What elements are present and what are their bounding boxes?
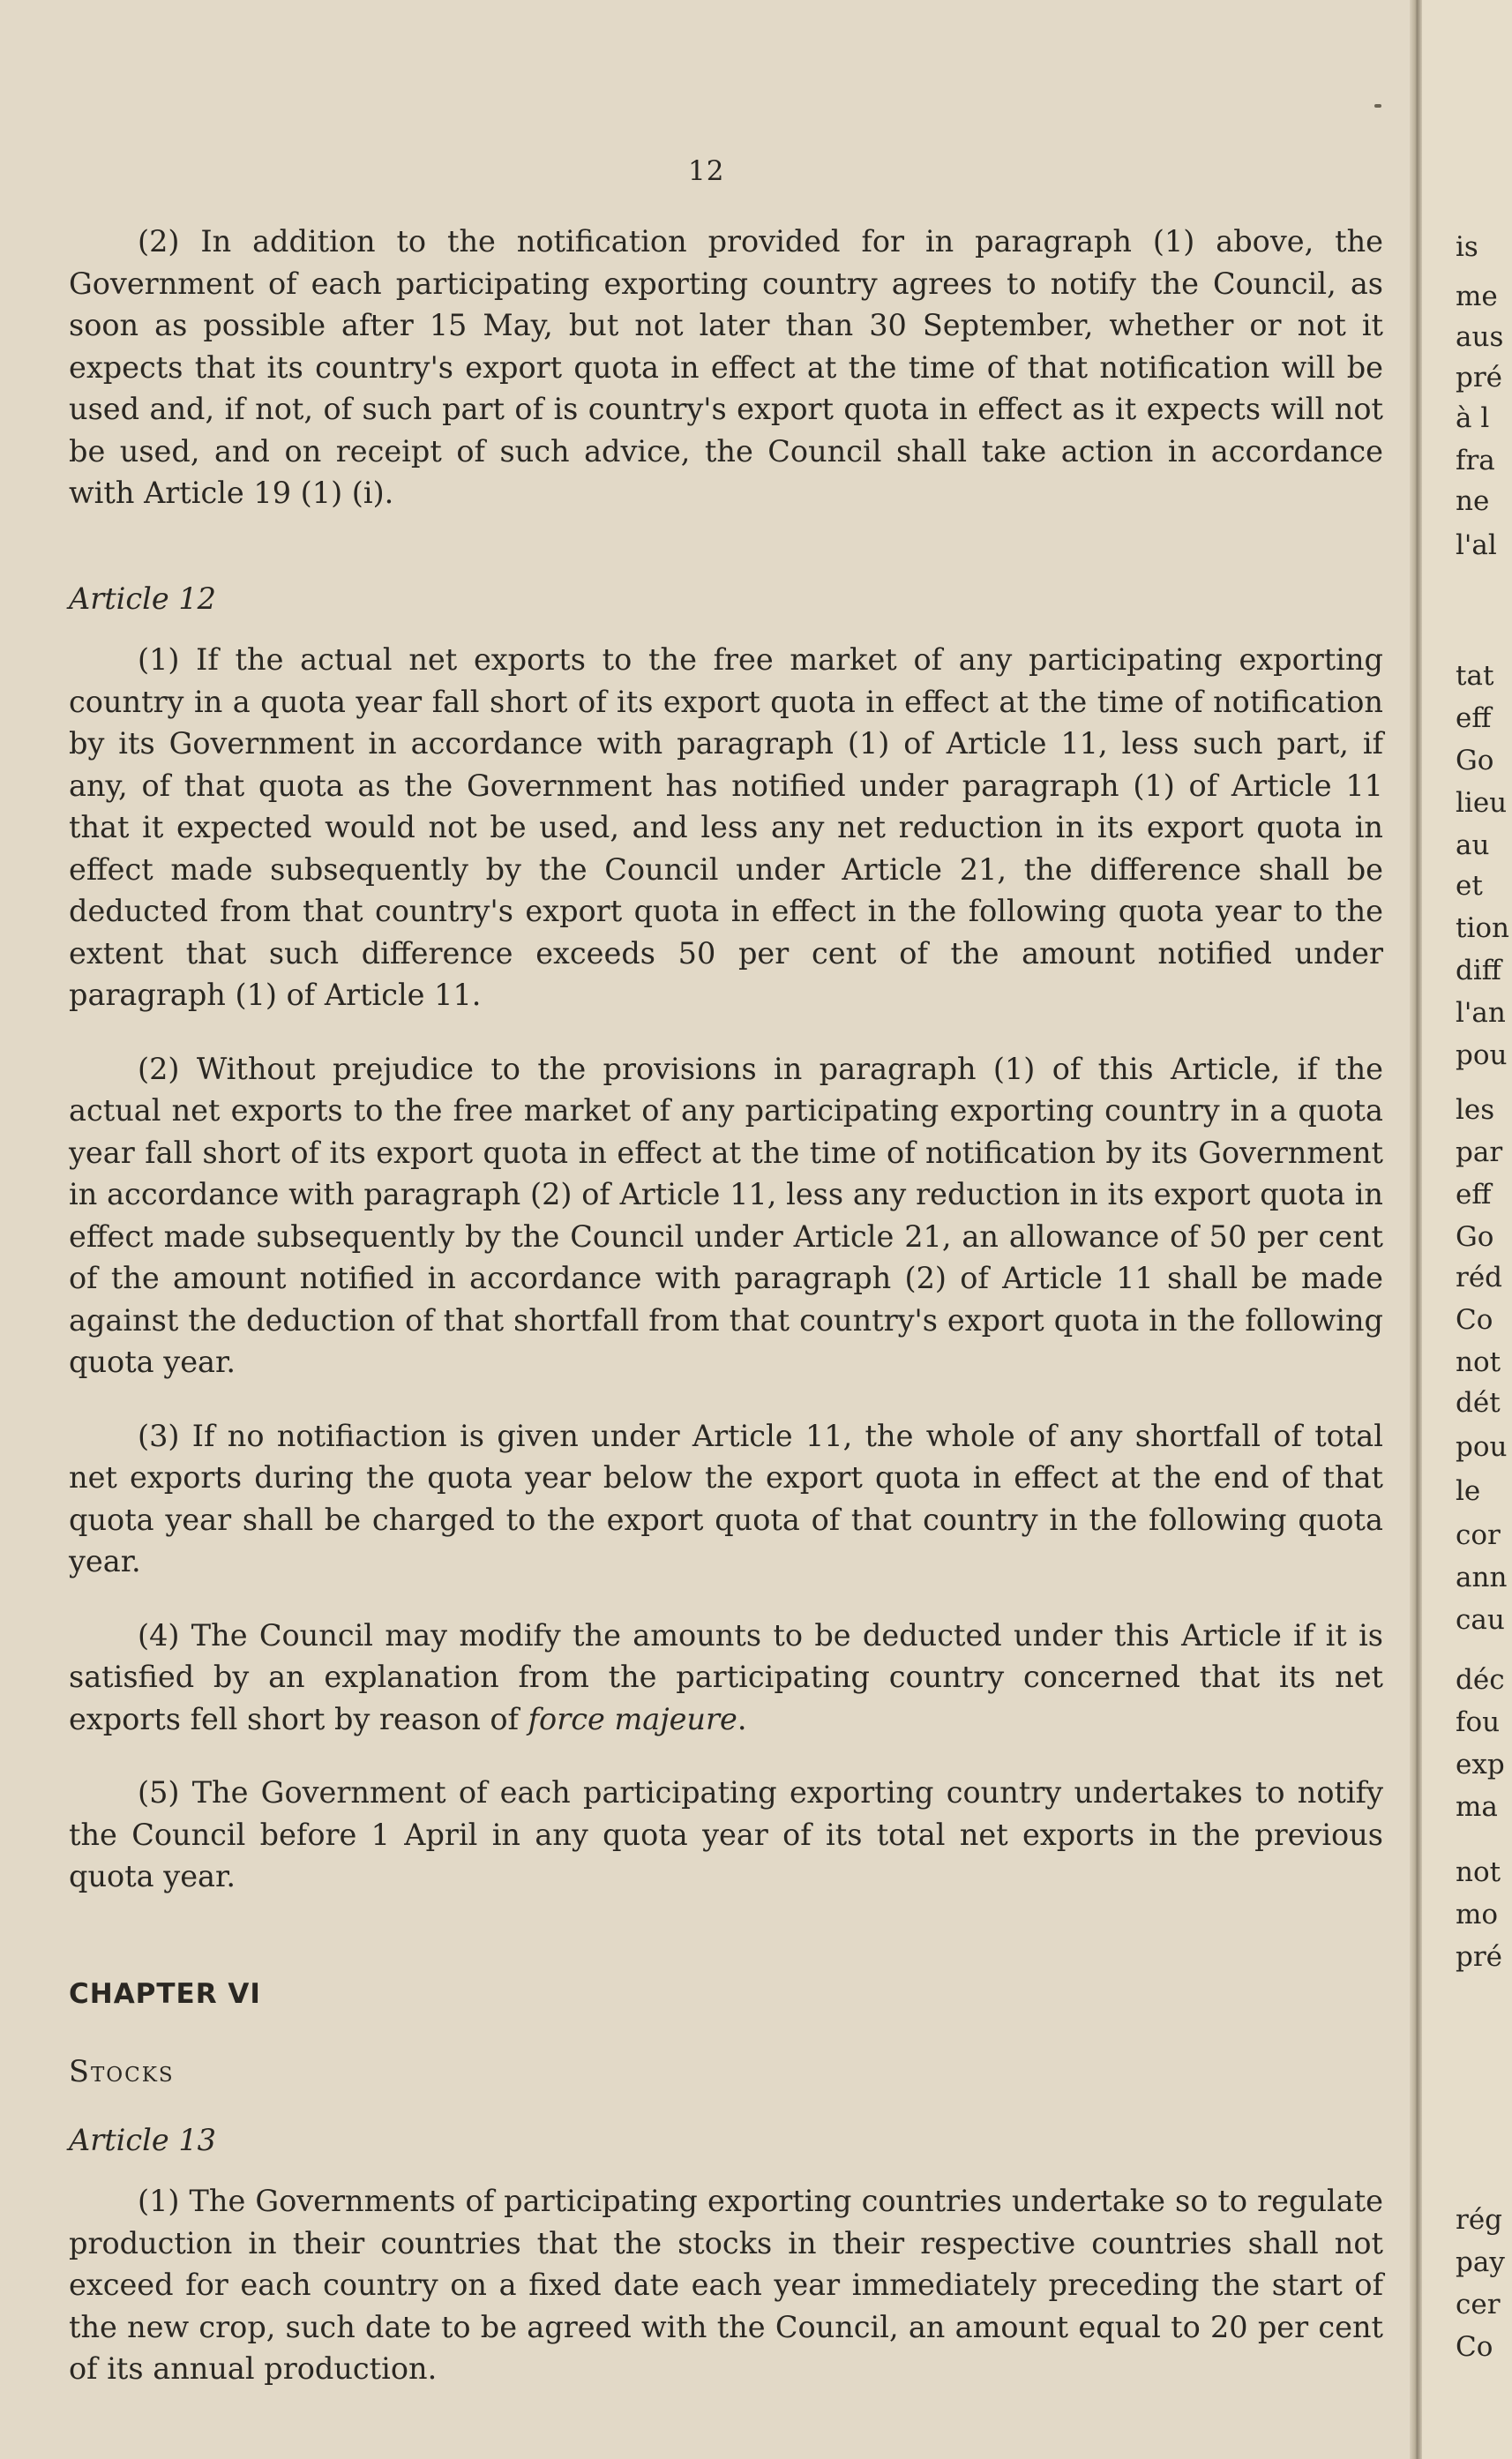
facing-page-fragment: fra <box>1456 445 1495 476</box>
facing-page-fragment: is <box>1456 231 1478 263</box>
force-majeure-term: force majeure <box>528 1701 737 1736</box>
facing-page-fragment: pou <box>1456 1431 1508 1463</box>
facing-page-fragment: not <box>1456 1856 1501 1888</box>
chapter-heading: CHAPTER VI <box>69 1977 261 2010</box>
facing-page-fragment: ma <box>1456 1791 1498 1823</box>
paragraph-art12-4 <box>69 1615 1383 1741</box>
facing-page-fragment: cau <box>1456 1604 1505 1636</box>
facing-page-fragment: et <box>1456 870 1483 902</box>
facing-page-fragment: aus <box>1456 321 1504 353</box>
facing-page-fragment: déc <box>1456 1664 1505 1696</box>
facing-page-fragment: exp <box>1456 1749 1505 1781</box>
book-gutter <box>1410 0 1422 2459</box>
facing-page-fragment: l'al <box>1456 529 1497 561</box>
facing-page-fragment: rég <box>1456 2204 1503 2236</box>
paragraph-art12-2: (2) Without prejudice to the provisions in paragraph (1) of this Article, if the actual net exports to the free market of any participating exporting country in a quota year fall short of its export quota in effect at the time of notification by its Government in accordance with paragraph (2) of Article 11, less any reduction in its export quota in effect made subsequently by the Council under Article 21, an allowance of 50 per cent of the amount notified in accordance with paragraph (2) of Article 11 shall be made against the deduction of that shortfall from that country's export quota in the following quota year. <box>69 1051 1383 1379</box>
facing-page-fragment: Go <box>1456 745 1494 776</box>
facing-page-fragment: l'an <box>1456 997 1506 1029</box>
facing-page-fragment: pay <box>1456 2246 1505 2278</box>
facing-page-fragment: cor <box>1456 1519 1501 1551</box>
facing-page-fragment: Go <box>1456 1221 1494 1253</box>
facing-page-fragment: pou <box>1456 1039 1508 1071</box>
facing-page-fragment: les <box>1456 1094 1495 1126</box>
facing-page-fragment: Co <box>1456 1304 1493 1336</box>
facing-page-fragment: eff <box>1456 1179 1492 1211</box>
facing-page-fragment: not <box>1456 1346 1501 1378</box>
facing-page-fragment: ann <box>1456 1562 1508 1593</box>
facing-page-fragment: fou <box>1456 1706 1501 1738</box>
facing-page-fragment: cer <box>1456 2289 1501 2320</box>
facing-page-fragment: me <box>1456 281 1498 312</box>
paragraph-art12-3: (3) If no notifiaction is given under Article 11, the whole of any shortfall of total net exports during the quota year below the export quota in effect at the end of that quota year shall be charged to the export quota of that country in the following quota year. <box>69 1418 1383 1578</box>
facing-page-fragment: le <box>1456 1475 1481 1507</box>
facing-page-fragment: eff <box>1456 702 1492 734</box>
facing-page-fragment: tion <box>1456 912 1510 944</box>
facing-page-fragment: mo <box>1456 1899 1499 1930</box>
paragraph-art12-4-text: (4) The Council may modify the amounts to be deducted under this Article if it is satisfied by an explanation from the participating country concerned that its net exports fell short by reason of <box>69 1617 1383 1736</box>
facing-page-fragment: à l <box>1456 402 1490 434</box>
facing-page-fragment: pré <box>1456 362 1503 394</box>
facing-page-fragment: réd <box>1456 1262 1503 1293</box>
article-12-heading: Article 12 <box>69 581 216 616</box>
paper-speck <box>1374 104 1381 108</box>
page-number: 12 <box>688 155 725 187</box>
facing-page-fragment: pré <box>1456 1941 1503 1973</box>
article-13-heading: Article 13 <box>69 2122 216 2157</box>
section-heading: Stocks <box>69 2054 175 2088</box>
facing-page-fragment: lieu <box>1456 787 1508 819</box>
facing-page-fragment: Co <box>1456 2331 1493 2363</box>
facing-page-fragment: au <box>1456 829 1490 861</box>
paragraph-art12-5: (5) The Government of each participating exporting country undertakes to notify the Council before 1 April in any quota year of its total net exports in the previous quota year. <box>69 1775 1383 1893</box>
facing-page-fragment: tat <box>1456 660 1494 692</box>
paragraph-art12-4-end: . <box>737 1701 747 1736</box>
facing-page-fragment: par <box>1456 1136 1503 1168</box>
facing-page-fragment: diff <box>1456 955 1501 986</box>
body-text <box>69 221 1383 2390</box>
paragraph-art12-1: (1) If the actual net exports to the free market of any participating exporting country in a quota year fall short of its export quota in effect at the time of notification by its Government in accordance with paragraph (1) of Article 11, less such part, if any, of that quota as the Government has notified under paragraph (1) of Article 11 that it expected would not be used, and less any net reduction in its export quota in effect made subsequently by the Council under Article 21, the difference shall be deducted from that country's export quota in effect in the following quota year to the extent that such difference exceeds 50 per cent of the amount notified under paragraph (1) of Article 11. <box>69 642 1383 1012</box>
facing-page-fragment: dét <box>1456 1387 1501 1419</box>
paragraph-art11-2: (2) In addition to the notification provided for in paragraph (1) above, the Government of each participating exporting country agrees to notify the Council, as soon as possible after 15 May, but not later than 30 September, whether or not it expects that its country's export quota in effect at the time of that notification will be used and, if not, of such part of is country's export quota in effect as it expects will not be used, and on receipt of such advice, the Council shall take action in accordance with Article 19 (1) (i). <box>69 224 1383 510</box>
paragraph-art13-1: (1) The Governments of participating exporting countries undertake so to regulate production in their countries that the stocks in their respective countries shall not exceed for each country on a fixed date each year immediately preceding the start of the new crop, such date to be agreed with the Council, an amount equal to 20 per cent of its annual production. <box>69 2184 1383 2386</box>
facing-page-fragment: ne <box>1456 485 1490 517</box>
